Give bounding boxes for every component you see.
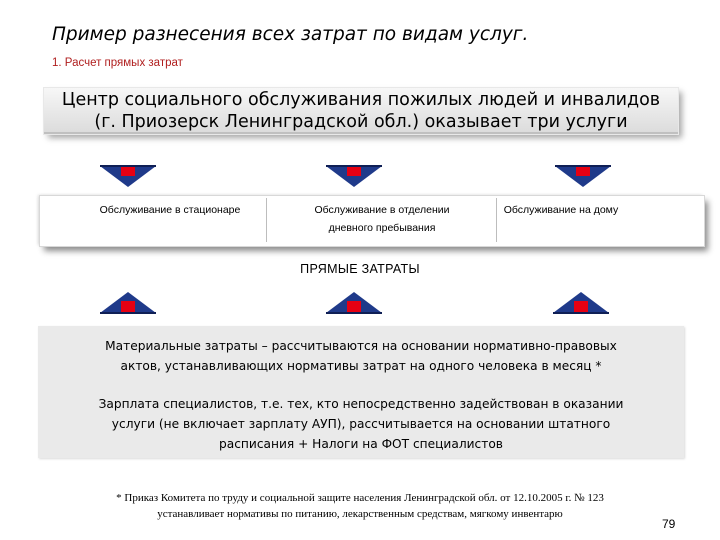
service-day-care <box>282 201 482 237</box>
salary-term: Зарплата специалистов <box>98 397 254 411</box>
salary-line-2: услуги (не включает зарплату АУП), рассчитывается на основании штатного <box>111 417 611 431</box>
header-line-1: Центр социального обслуживания пожилых людей и инвалидов <box>61 90 661 110</box>
footnote <box>0 490 720 522</box>
down-arrow-icon <box>98 163 158 189</box>
organization-header-box <box>44 88 678 134</box>
page-number: 79 <box>662 517 676 531</box>
service-inpatient <box>72 201 268 219</box>
salary-line-1 <box>48 394 674 414</box>
up-arrow-icon <box>98 290 158 316</box>
material-costs-paragraph <box>48 336 674 376</box>
down-arrow-icon <box>553 163 613 189</box>
material-costs-term: Материальные затраты <box>105 339 258 353</box>
service-label: Обслуживание в стационаре <box>99 204 241 216</box>
material-line-1 <box>48 336 674 356</box>
down-arrow-icon <box>324 163 384 189</box>
service-label: Обслуживание в отделении <box>314 204 450 216</box>
service-label-line2: дневного пребывания <box>328 222 436 234</box>
up-arrow-icon <box>324 290 384 316</box>
direct-costs-label: ПРЯМЫЕ ЗАТРАТЫ <box>300 262 420 276</box>
slide-subtitle: 1. Расчет прямых затрат <box>52 57 183 69</box>
material-line-1-text: – рассчитываются на основании нормативно-правовых <box>257 339 617 353</box>
service-label: Обслуживание на дому <box>503 204 619 216</box>
up-arrow-icon <box>551 290 611 316</box>
footnote-line-1: * Приказ Комитета по труду и социальной защите населения Ленинградской обл. от 12.10.2005 г. № 123 <box>116 492 604 504</box>
slide-title: Пример разнесения всех затрат по видам услуг. <box>52 24 529 45</box>
footnote-line-2: устанавливает нормативы по питанию, лекарственным средствам, мягкому инвентарю <box>157 508 563 520</box>
salary-paragraph <box>48 394 674 454</box>
service-home-care <box>484 201 638 219</box>
salary-line-3: расписания + Налоги на ФОТ специалистов <box>219 437 503 451</box>
header-line-2: (г. Приозерск Ленинградской обл.) оказывает три услуги <box>94 112 628 132</box>
material-line-2: актов, устанавливающих нормативы затрат на одного человека в месяц * <box>120 359 602 373</box>
service-divider <box>266 198 267 242</box>
salary-line-1-text: , т.е. тех, кто непосредственно задействован в оказании <box>253 397 624 411</box>
